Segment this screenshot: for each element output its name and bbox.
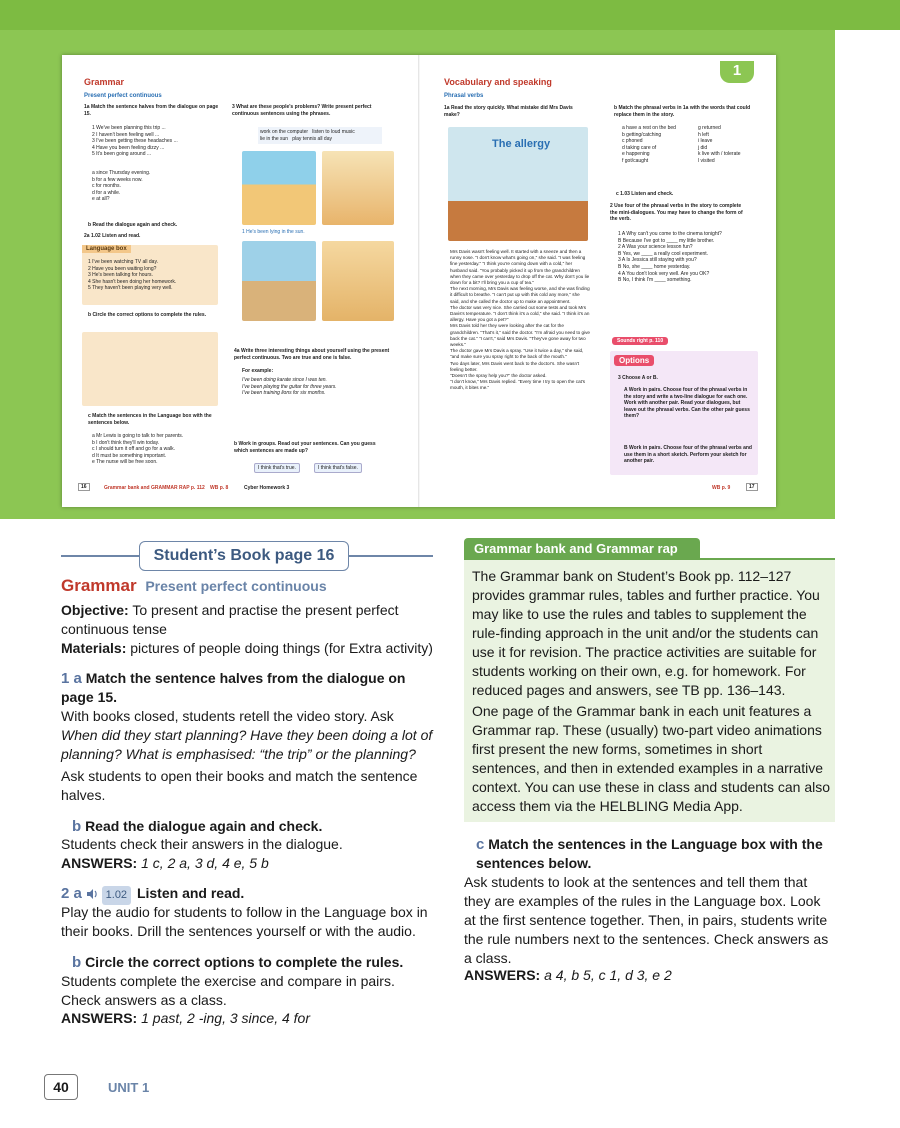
- spread-grammar-heading: Grammar: [84, 77, 125, 87]
- grammar-subheading: Present perfect continuous: [145, 578, 327, 594]
- spread-ex1a-right: 1a Read the story quickly. What mistake did Mrs Davis make?: [444, 105, 573, 118]
- ex1a-body-2: Ask students to open their books and match the sentence halves.: [61, 768, 418, 803]
- spread-ex1b-right-col2: g returned h left i leave j did k live with / tolerate l visited: [698, 125, 741, 164]
- spread-left-page-number: 16: [78, 483, 90, 491]
- spread-footer-wb9: WB p. 9: [712, 485, 731, 491]
- sb-tab-rule-left: [61, 555, 139, 557]
- ex2c-heading: c Match the sentences in the Language box with the sentences below.: [476, 836, 823, 871]
- objective: Objective: To present and practise the present perfect continuous tense: [61, 602, 399, 637]
- unit-label: UNIT 1: [108, 1080, 150, 1095]
- spread-footer-cyber: Cyber Homework 3: [244, 485, 290, 491]
- sounds-right-tag: Sounds right p. 110: [612, 337, 668, 345]
- spread-ex2c: c Match the sentences in the Language box with the sentences below.: [88, 413, 212, 426]
- audio-track-number: 1.02: [102, 886, 131, 905]
- ex1b-heading: b Read the dialogue again and check.: [72, 818, 323, 835]
- spread-language-box-items: 1 I've been watching TV all day. 2 Have you been waiting long? 3 He's been talking for hours. 4 She hasn't been doing her homework. 5 They haven't been playing very well.: [88, 259, 177, 292]
- unit-badge: 1: [720, 61, 754, 83]
- page-number: 40: [44, 1074, 78, 1100]
- spread-ex4b: b Work in groups. Read out your sentences. Can you guess which sentences are made up?: [234, 441, 376, 454]
- grammar-heading: [61, 576, 327, 596]
- ex2a-body: Play the audio for students to follow in the Language box in their books. Drill the sentences yourself or with the audio.: [61, 904, 428, 939]
- illustration-computer: [322, 151, 394, 225]
- spread-grammar-sub: Present perfect continuous: [84, 93, 162, 99]
- ex1b-body: Students check their answers in the dialogue.: [61, 836, 343, 852]
- spread-bubble-false: I think that's false.: [314, 463, 362, 473]
- grammar-heading-text: Grammar: [61, 576, 137, 595]
- top-green-bar: [0, 0, 900, 30]
- spread-ex3-answer1: 1 He's been lying in the sun.: [242, 229, 305, 235]
- ex2a-heading: 2 a 1.02 Listen and read.: [61, 884, 433, 905]
- spread-ex2b: b Circle the correct options to complete the rules.: [88, 312, 207, 318]
- spread-ex3-right: 3 Choose A or B.: [618, 375, 658, 381]
- ex2b-heading: b Circle the correct options to complete the rules.: [72, 954, 404, 971]
- spread-gutter: [418, 55, 420, 507]
- spread-ex3-phrases: work on the computer listen to loud music lie in the sun play tennis all day: [258, 127, 382, 144]
- spread-ex2c-items: a Mr Lewis is going to talk to her parents. b I don't think they'll win today. c I should turn it off and go for a walk. d It must be something important. e The nurse will be free soon.: [92, 433, 184, 466]
- spread-footer-grammar-link: Grammar bank and GRAMMAR RAP p. 112: [104, 485, 205, 491]
- spread-vocab-heading: Vocabulary and speaking: [444, 77, 552, 87]
- students-book-spread: [62, 55, 776, 507]
- spread-bubble-true: I think that's true.: [254, 463, 300, 473]
- spread-ex1b-right: b Match the phrasal verbs in 1a with the words that could replace them in the story.: [614, 105, 751, 118]
- spread-right-page-number: 17: [746, 483, 758, 491]
- spread-footer-wb8: WB p. 8: [210, 485, 229, 491]
- audio-speaker-icon: [86, 888, 98, 900]
- ex2c-answers: ANSWERS: a 4, b 5, c 1, d 3, e 2: [464, 967, 672, 983]
- grammar-bank-tab: Grammar bank and Grammar rap: [464, 538, 700, 559]
- spread-ex1a-answers: a since Thursday evening. b for a few weeks now. c for months. d for a while. e at all?: [92, 170, 151, 203]
- spread-ex2-right: 2 Use four of the phrasal verbs in the story to complete the mini-dialogues. You may have to change the form of the verb.: [610, 203, 743, 223]
- ex1a-body: With books closed, students retell the video story. Ask When did they start planning? Have they been doing a lot of planning? What is emphasised: “the trip” or the planning?: [61, 708, 433, 762]
- story-text: Mrs Davis wasn't feeling well. It started with a sneeze and then a runny nose. "I don't know what's going on," she said. "I was feeling fine yesterday." "I think you're coming down with a cold," her husband said. "You probably picked it up from the grandchildren when they came over yesterday to drop off the cat. Why don't you lie down for a bit? I'll bring you a cup of tea." The next morning, Mrs Davis was feeling worse, and she was finding it difficult to breathe. "I can't put up with this cold any more," she said, and she called the doctor up to make an appointment. The doctor was very nice. She carried out some tests and took Mrs Davis's temperature. "I don't think it's a cold," she said. "I think it's an allergy. Have you got a pet?" Mrs Davis told her they were looking after the cat for the grandchildren. "That's it," said the doctor. "I'm afraid you need to give back the cat." "I can't," said Mrs Davis. "They've gone away for two weeks." The doctor gave Mrs Davis a spray. "Use it twice a day," she said, "and make sure you spray right to the back of the mouth." Two days later, Mrs Davis went back to the doctor's. She wasn't feeling better. "Doesn't the spray help you?" the doctor asked. "I don't know," Mrs Davis replied. "Every time I try to open the cat's mouth, it bites me.": [450, 249, 590, 391]
- spread-ex3: 3 What are these people's problems? Write present perfect continuous sentences using the phrases.: [232, 104, 372, 117]
- sb-tab-rule-right: [347, 555, 433, 557]
- students-book-page-tab: Student’s Book page 16: [139, 541, 349, 571]
- spread-ex4a-examples: I've been doing karate since I was ten. I've been playing the guitar for three years. I've been training lions for six months.: [242, 377, 337, 397]
- spread-ex1c-right: c 1.03 Listen and check.: [616, 191, 674, 197]
- options-label: Options: [614, 355, 654, 366]
- spread-ex2a: 2a 1.02 Listen and read.: [84, 233, 141, 239]
- spread-vocab-sub: Phrasal verbs: [444, 93, 484, 99]
- spread-ex1a: 1a Match the sentence halves from the dialogue on page 15.: [84, 104, 219, 117]
- spread-ex1b-right-col1: a have a rest on the bed b getting/catching c phoned d taking care of e happening f got/caught: [622, 125, 676, 164]
- spread-ex1b: b Read the dialogue again and check.: [88, 222, 178, 228]
- grammar-bank-p1: The Grammar bank on Student’s Book pp. 112–127 provides grammar rules, tables and further practice. You may like to use the rules and tables to supplement the rule-finding approach in the unit and/or the students can use it for revision. The practice activities are suitable for students working on their own, e.g. for homework. For reduced pages and answers, see TB pp. 136–143.: [472, 568, 820, 698]
- ex2c-body: Ask students to look at the sentences and tell them that they are examples of the rules in the Language box. Look at the first sentence together. Then, in pairs, students write the rule numbers next to the sentences. Check answers as a class.: [464, 874, 829, 966]
- illustration-tennis: [242, 241, 316, 321]
- spread-option-b: B Work in pairs. Choose four of the phrasal verbs and use them in a short sketch. Perform your sketch for another pair.: [624, 445, 752, 465]
- spread-option-a: A Work in pairs. Choose four of the phrasal verbs in the story and write a two-line dialogue for each one. Work with another pair. Read your dialogues, but leave out the phrasal verbs. Can the other pair guess them?: [624, 387, 750, 420]
- materials: Materials: pictures of people doing things (for Extra activity): [61, 640, 433, 656]
- story-title: The allergy: [492, 138, 551, 150]
- grammar-bank-p2: One page of the Grammar bank in each unit features a Grammar rap. These (usually) two-part video animations first present the new forms, sometimes in short sentences, and then in extended examples in a narrative context. You can use these in class and students can also access them via the HELBLING Media App.: [472, 703, 831, 814]
- ex1a-heading: 1 a Match the sentence halves from the dialogue on page 15.: [61, 670, 406, 705]
- ex2b-answers: ANSWERS: 1 past, 2 -ing, 3 since, 4 for: [61, 1010, 310, 1026]
- spread-ex2-right-items: 1 A Why can't you come to the cinema tonight? B Because I've got to ____ my little brother. 2 A Was your science lesson fun? B Yes, we ____ a really cool experiment. 3 A Is Jessica still staying with you? B No, she ____ home yesterday. 4 A You don't look very well. Are you OK? B No, I think I'm ____ something.: [618, 231, 722, 284]
- ex1b-answers: ANSWERS: 1 c, 2 a, 3 d, 4 e, 5 b: [61, 855, 269, 871]
- spread-ex4a: 4a Write three interesting things about yourself using the present perfect continuous. Two are true and one is false.: [234, 348, 390, 361]
- illustration-music: [322, 241, 394, 321]
- spread-rules-box: [82, 332, 218, 406]
- spread-ex4a-example-label: For example:: [242, 368, 274, 374]
- spread-ex1a-items: 1 We've been planning this trip ... 2 I haven't been feeling well ... 3 I've been getting these headaches ... 4 Have you been feeling dizzy ... 5 It's been going around ...: [92, 125, 178, 158]
- illustration-beach: [242, 151, 316, 225]
- spread-language-box-title: Language box: [82, 245, 131, 253]
- ex2b-body: Students complete the exercise and compare in pairs. Check answers as a class.: [61, 973, 395, 1008]
